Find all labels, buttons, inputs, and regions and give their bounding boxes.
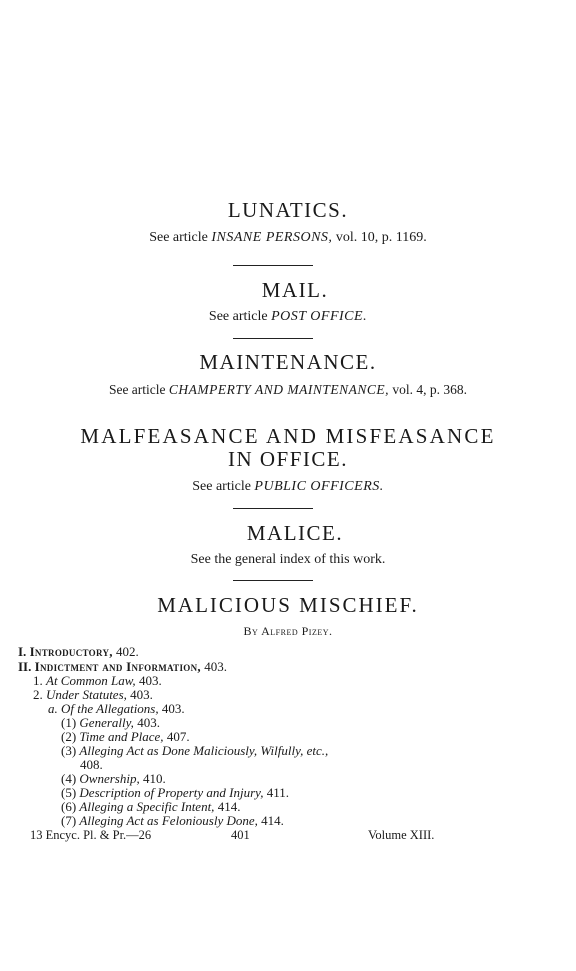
toc-num: (4): [61, 771, 77, 786]
toc-title: Indictment and Information,: [34, 659, 201, 674]
toc-num: (6): [61, 799, 77, 814]
toc-item: [33, 673, 162, 688]
heading-maintenance: MAINTENANCE.: [199, 350, 377, 374]
see-prefix: See article: [149, 230, 212, 245]
toc-title: Alleging Act as Done Maliciously, Wilfully, etc.,: [79, 743, 329, 758]
toc-page: 402.: [112, 644, 139, 659]
toc-title: Description of Property and Injury,: [79, 785, 264, 800]
toc-page: 408.: [80, 757, 103, 772]
toc-page: 403.: [158, 701, 185, 716]
toc-title: Alleging a Specific Intent,: [79, 799, 215, 814]
toc-num: 2.: [33, 687, 43, 702]
see-prefix: See article: [192, 479, 255, 494]
divider: [233, 508, 313, 509]
toc-item: [61, 729, 190, 744]
heading-malfeasance-line2: IN OFFICE.: [227, 447, 348, 471]
toc-page: 403.: [135, 673, 162, 688]
toc-title: Of the Allegations,: [61, 701, 159, 716]
toc-item: [61, 771, 166, 786]
toc-num: (1): [61, 715, 77, 730]
page-number: 401: [231, 828, 250, 842]
see-mail: [0, 309, 576, 325]
toc-item: [61, 743, 328, 758]
footer-signature: 13 Encyc. Pl. & Pr.—26: [30, 828, 152, 842]
see-prefix: See article: [208, 309, 272, 324]
divider: [233, 338, 313, 339]
toc-num: I.: [18, 644, 27, 659]
see-prefix: See article: [108, 382, 169, 397]
toc-title: Under Statutes,: [46, 687, 127, 702]
toc-title: Ownership,: [79, 771, 140, 786]
toc-title: At Common Law,: [46, 673, 136, 688]
see-ref-post-office: POST OFFICE.: [271, 309, 368, 324]
divider: [233, 265, 313, 266]
toc-title: Generally,: [79, 715, 134, 730]
toc-item-continuation: [80, 757, 103, 772]
see-ref-champerty: CHAMPERTY AND MAINTENANCE,: [168, 382, 390, 397]
toc-item: [33, 687, 153, 702]
toc-num: (7): [61, 813, 77, 828]
toc-num: (5): [61, 785, 77, 800]
toc-num: (2): [61, 729, 77, 744]
divider: [233, 580, 313, 581]
see-suffix: vol. 10, p. 1169.: [332, 230, 427, 245]
author-byline: By Alfred Pizey.: [243, 624, 333, 638]
toc-item: [61, 813, 284, 828]
toc-title: Introductory,: [29, 644, 113, 659]
toc-item: [18, 644, 139, 659]
toc-title: Time and Place,: [79, 729, 164, 744]
toc-item: [61, 785, 289, 800]
toc-title: Alleging Act as Feloniously Done,: [79, 813, 258, 828]
heading-malfeasance-line1: MALFEASANCE AND MISFEASANCE: [80, 424, 496, 448]
toc-page: 411.: [263, 785, 289, 800]
toc-item: [18, 659, 227, 674]
heading-malicious-mischief: MALICIOUS MISCHIEF.: [157, 593, 419, 617]
heading-malice: MALICE.: [246, 521, 344, 545]
toc-page: 403.: [126, 687, 153, 702]
toc-num: (3): [61, 743, 77, 758]
heading-mail: MAIL.: [261, 278, 329, 302]
toc-page: 410.: [139, 771, 166, 786]
toc-item: [61, 799, 240, 814]
see-malfeasance: [0, 479, 576, 495]
heading-lunatics: LUNATICS.: [227, 198, 349, 222]
volume-label: Volume XIII.: [368, 828, 435, 842]
see-maintenance: [0, 382, 576, 398]
see-lunatics: [0, 230, 576, 246]
toc-page: 414.: [257, 813, 284, 828]
toc-item: [48, 701, 185, 716]
toc-page: 407.: [163, 729, 190, 744]
see-suffix: vol. 4, p. 368.: [389, 382, 468, 397]
toc-num: a.: [48, 701, 58, 716]
toc-page: 403.: [133, 715, 160, 730]
toc-num: 1.: [33, 673, 43, 688]
toc-num: II.: [18, 659, 32, 674]
toc-item: [61, 715, 160, 730]
see-ref-insane-persons: INSANE PERSONS,: [211, 230, 333, 245]
see-malice: See the general index of this work.: [190, 552, 386, 567]
toc-page: 414.: [214, 799, 241, 814]
see-ref-public-officers: PUBLIC OFFICERS.: [254, 479, 384, 494]
toc-page: 403.: [200, 659, 227, 674]
